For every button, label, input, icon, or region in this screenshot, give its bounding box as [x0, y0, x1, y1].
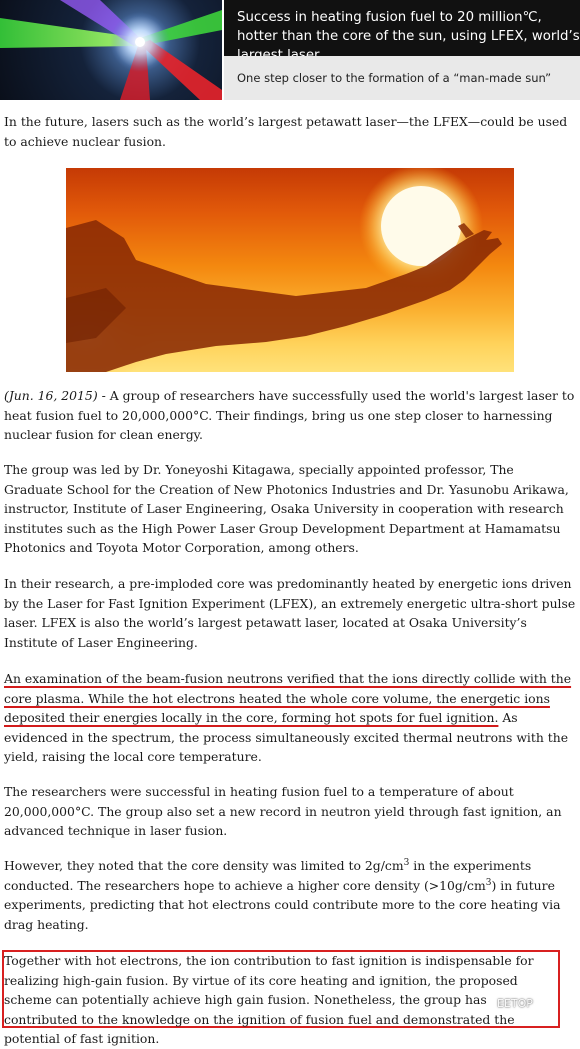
article-paragraph-4: [4, 669, 576, 767]
paragraph-6-part-a: However, they noted that the core density was limited to 2g/cm: [4, 858, 404, 873]
article-paragraph-2: The group was led by Dr. Yoneyoshi Kitagawa, specially appointed professor, The Graduate School for the Creation of New Photonics Industries and Dr. Yasunobu Arikawa, instructor, Institute of Laser Engineering, Osaka University in cooperation with research institutes such as the High Power Laser Group Development Department at Hamamatsu Photonics and Toyota Motor Corporation, among others.: [4, 462, 569, 556]
paragraph-6-part-c: ) in future experiments, predicting that hot electrons could contribute more to the core heating via drag heating.: [4, 877, 561, 932]
article-paragraph-1: [4, 386, 576, 445]
underlined-highlight: An examination of the beam-fusion neutrons verified that the ions directly collide with the core plasma. While the hot electrons heated the whole core volume, the energetic ions deposited their energies locally in the core, forming hot spots for fuel ignition.: [4, 671, 572, 726]
article-paragraph-7: Together with hot electrons, the ion contribution to fast ignition is indispensable for realizing high-gain fusion. By virtue of its core heating and ignition, the proposed scheme can potentially achieve high gain fusion. Nonetheless, the group has contributed to the knowledge on the ignition of fusion fuel and demonstrated the potential of fast ignition.: [4, 953, 534, 1047]
laser-beams-illustration: [0, 0, 222, 100]
intro-paragraph: In the future, lasers such as the world’s largest petawatt laser—the LFEX—could be used to achieve nuclear fusion.: [4, 114, 568, 149]
paragraph-4-rest: As evidenced in the spectrum, the process simultaneously excited thermal neutrons with the yield, raising the local core temperature.: [4, 710, 569, 765]
hero-image: [66, 168, 514, 372]
watermark: EETOP: [497, 997, 533, 1010]
paragraph-6-part-b: in the experiments conducted. The researchers hope to achieve a higher core density (>10g/cm: [4, 858, 532, 893]
article-paragraph-5: The researchers were successful in heating fusion fuel to a temperature of about 20,000,000°C. The group also set a new record in neutron yield through fast ignition, an advanced technique in laser fusion.: [4, 784, 562, 839]
superscript-3: 3: [485, 877, 492, 888]
banner-headline: Success in heating fusion fuel to 20 million℃, hotter than the core of the sun, using LFEX, world’s: [224, 0, 580, 56]
article-paragraph-3: In their research, a pre-imploded core was predominantly heated by energetic ions driven by the Laser for Fast Ignition Experiment (LFEX), an extremely energetic ultra-short pulse laser. LFEX is also the world’s largest petawatt laser, located at Osaka University’s Institute of Laser Engineering.: [4, 576, 576, 650]
banner-subheadline: One step closer to the formation of a “man-made sun”: [224, 56, 580, 100]
superscript-3: 3: [403, 857, 410, 868]
paragraph-1-text: - A group of researchers have successfully used the world's largest laser to heat fusion fuel to 20,000,000°C. Their findings, bring us one step closer to harnessing nuclear fusion for clean energy.: [4, 388, 575, 443]
article-paragraph-6: [4, 856, 576, 934]
laser-beams-graphic: [0, 0, 222, 100]
header-banner: [0, 0, 580, 100]
article-date: (Jun. 16, 2015): [4, 388, 98, 403]
hand-holding-sun-illustration: [66, 168, 514, 372]
